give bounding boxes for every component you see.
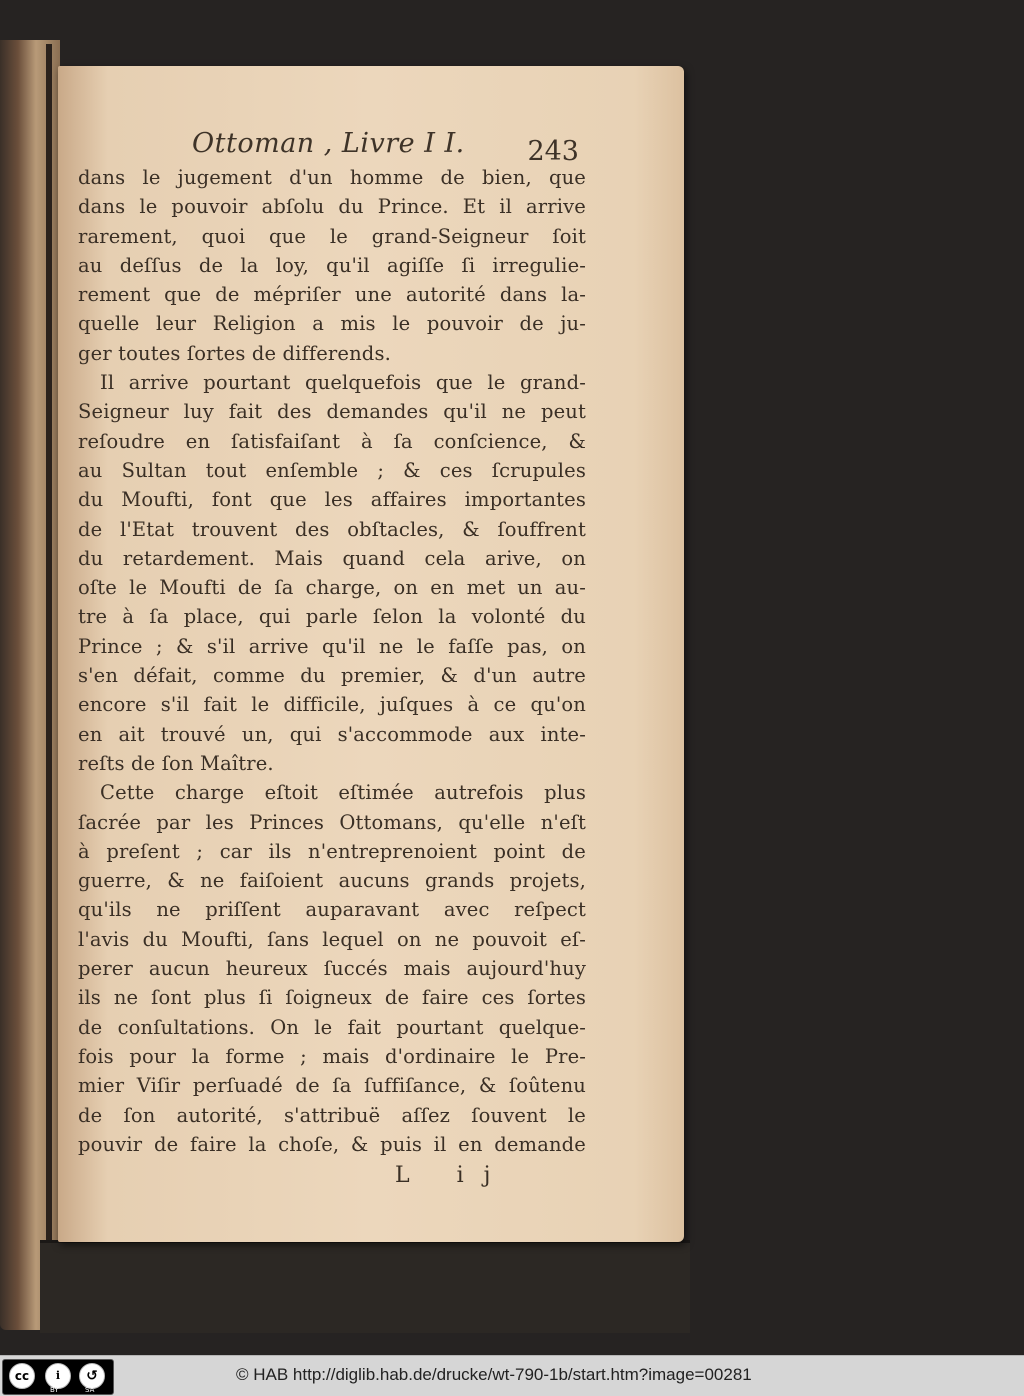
text-line: tre à ſa place, qui parle ſelon la volonté du bbox=[78, 605, 586, 629]
text-line: encore s'il fait le difficile, juſques à ce qu'on bbox=[78, 693, 586, 717]
text-line: qu'ils ne priſſent auparavant avec reſpect bbox=[78, 898, 586, 922]
page-number: 243 bbox=[527, 136, 579, 167]
text-line: reſoudre en ſatisfaiſant à ſa conſcience, & bbox=[78, 429, 586, 453]
running-head bbox=[135, 124, 585, 168]
book-lower-edge bbox=[40, 1240, 690, 1333]
text-line: Cette charge eſtoit eſtimée autrefois plus bbox=[100, 781, 586, 805]
text-line: ſacrée par les Princes Ottomans, qu'elle n'eſt bbox=[78, 810, 586, 834]
text-line: dans le jugement d'un homme de bien, que bbox=[78, 166, 586, 189]
running-title: Ottoman , Livre I I. bbox=[192, 128, 465, 159]
text-line: s'en défait, comme du premier, & d'un autre bbox=[78, 664, 586, 688]
text-line: en ait trouvé un, qui s'accommode aux inte- bbox=[78, 722, 586, 746]
text-line: de l'Etat trouvent des obſtacles, & ſouffrent bbox=[78, 517, 586, 541]
text-line: rarement, quoi que le grand-Seigneur ſoit bbox=[78, 224, 586, 248]
text-line: au Sultan tout enſemble ; & ces ſcrupules bbox=[78, 458, 586, 482]
text-line: reſts de ſon Maître. bbox=[78, 751, 274, 775]
footer-bar bbox=[0, 1355, 1024, 1396]
text-line: de ſon autorité, s'attribuë aſſez ſouvent le bbox=[78, 1103, 586, 1127]
text-line: l'avis du Moufti, ſans lequel on ne pouvoit eſ- bbox=[78, 927, 586, 951]
text-line: de conſultations. On le fait pourtant quelque- bbox=[78, 1015, 586, 1039]
cc-icon: cc bbox=[9, 1363, 35, 1389]
text-line: guerre, & ne faiſoient aucuns grands projets, bbox=[78, 869, 586, 893]
text-line: ils ne ſont plus ſi ſoigneux de faire ces ſortes bbox=[78, 986, 586, 1010]
body-text bbox=[78, 163, 586, 1159]
text-line: rement que de mépriſer une autorité dans la- bbox=[78, 283, 586, 307]
text-line: du Moufti, font que les affaires importantes bbox=[78, 488, 586, 512]
text-line: à preſent ; car ils n'entreprenoient point de bbox=[78, 839, 586, 863]
signature-mark: L ij bbox=[395, 1163, 511, 1188]
text-line: mier Viſir perſuadé de ſa ſuffiſance, & ſoûtenu bbox=[78, 1074, 586, 1098]
text-line: ger toutes ſortes de differends. bbox=[78, 341, 391, 365]
cc-license-badge[interactable] bbox=[2, 1359, 114, 1395]
text-line: dans le pouvoir abſolu du Prince. Et il arrive bbox=[78, 195, 586, 219]
text-line: perer aucun heureux ſuccés mais aujourd'huy bbox=[78, 957, 586, 981]
text-line: du retardement. Mais quand cela arive, on bbox=[78, 546, 586, 570]
text-line: Prince ; & s'il arrive qu'il ne le faſſe pas, on bbox=[78, 634, 586, 658]
text-line: Seigneur luy fait des demandes qu'il ne peut bbox=[78, 400, 586, 424]
sa-label: SA bbox=[85, 1386, 95, 1394]
text-line: au deſſus de la loy, qu'il agiſſe ſi irregulie- bbox=[78, 253, 586, 277]
spine-edge bbox=[46, 44, 52, 1324]
by-icon: i bbox=[45, 1363, 71, 1389]
by-label: BY bbox=[50, 1386, 59, 1394]
credit-link[interactable]: © HAB http://diglib.hab.de/drucke/wt-790-1b/start.htm?image=00281 bbox=[236, 1365, 752, 1384]
sa-icon: ↺ bbox=[79, 1363, 105, 1389]
text-line: pouvir de faire la choſe, & puis il en demande bbox=[78, 1132, 586, 1156]
text-line: Il arrive pourtant quelquefois que le grand- bbox=[100, 371, 586, 395]
text-line: quelle leur Religion a mis le pouvoir de ju- bbox=[78, 312, 586, 336]
text-line: oſte le Moufti de ſa charge, on en met un au- bbox=[78, 576, 586, 600]
text-line: fois pour la forme ; mais d'ordinaire le Pre- bbox=[78, 1044, 586, 1068]
